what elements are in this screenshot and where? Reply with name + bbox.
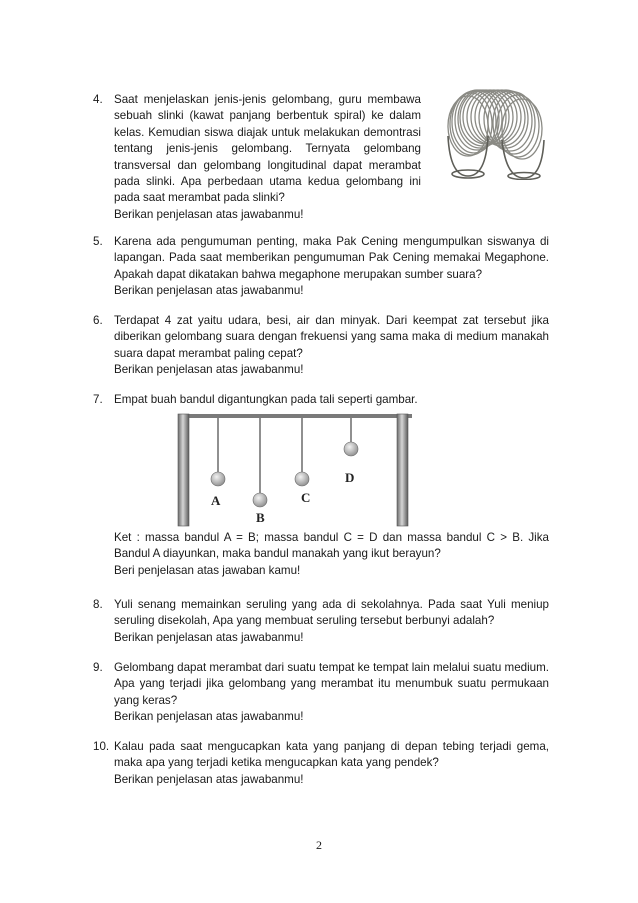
question-text [114, 660, 549, 726]
question-text [114, 92, 421, 223]
question-number: 7. [93, 393, 103, 406]
question-instruction: Berikan penjelasan atas jawabanmu! [114, 630, 304, 644]
question-number: 6. [93, 314, 103, 327]
question-7-note [114, 530, 549, 579]
question-instruction: Berikan penjelasan atas jawabanmu! [114, 710, 304, 724]
label-c: C [301, 490, 311, 505]
note-instruction: Beri penjelasan atas jawaban kamu! [114, 563, 301, 577]
question-9 [93, 660, 549, 726]
right-post [397, 414, 408, 526]
note-text: Ket : massa bandul A = B; massa bandul C = D dan massa bandul C > B. Jika Bandul A diayunkan, maka bandul manakah yang ikut berayun? [114, 531, 549, 561]
ball-c [295, 472, 309, 486]
question-7 [93, 392, 549, 408]
pendulum-diagram [170, 410, 420, 530]
label-a: A [211, 493, 221, 508]
question-line: Gelombang dapat merambat dari suatu tempat ke tempat lain melalui suatu medium. Apa yang terjadi jika gelombang yang merambat itu menumbuk suatu permukaan yang keras? [114, 661, 549, 707]
question-text [114, 234, 549, 300]
question-6 [93, 313, 549, 379]
question-5 [93, 234, 549, 300]
question-text [114, 313, 549, 379]
left-post [178, 414, 189, 526]
question-instruction: Berikan penjelasan atas jawabanmu! [114, 207, 304, 221]
question-instruction: Berikan penjelasan atas jawabanmu! [114, 363, 304, 377]
label-d: D [345, 470, 355, 485]
label-b: B [256, 510, 265, 525]
question-number: 5. [93, 235, 103, 248]
question-line: Saat menjelaskan jenis-jenis gelombang, guru membawa sebuah slinki (kawat panjang berbentuk spiral) ke dalam kelas. Kemudian siswa diajak untuk melakukan demontrasi tentang jenis-jenis gelombang. Ternyata gelombang transversal dan gelombang longitudinal dapat merambat pada slinki. Apa perbedaan utama kedua gelombang ini pada saat merambat pada slinki? [114, 93, 421, 205]
question-line: Empat buah bandul digantungkan pada tali seperti gambar. [114, 393, 418, 406]
question-line: Yuli senang memainkan seruling yang ada di sekolahnya. Pada saat Yuli meniup seruling disekolah, Apa yang membuat seruling tersebut berbunyi adalah? [114, 598, 549, 628]
question-8 [93, 597, 549, 646]
question-line: Terdapat 4 zat yaitu udara, besi, air dan minyak. Dari keempat zat tersebut jika diberikan gelombang suara dengan frekuensi yang sama maka di medium manakah suara dapat merambat paling cepat? [114, 314, 549, 360]
ball-a [211, 472, 225, 486]
question-instruction: Berikan penjelasan atas jawabanmu! [114, 772, 304, 786]
ball-b [253, 493, 267, 507]
question-text [114, 392, 549, 408]
question-line: Kalau pada saat mengucapkan kata yang panjang di depan tebing terjadi gema, maka apa yang terjadi ketika mengucapkan kata yang pendek? [114, 740, 549, 770]
question-instruction: Berikan penjelasan atas jawabanmu! [114, 284, 304, 298]
slinky-image [440, 88, 552, 180]
pendulum-bar [180, 414, 412, 418]
question-number: 10. [93, 740, 110, 753]
question-number: 9. [93, 661, 103, 674]
question-number: 8. [93, 598, 103, 611]
question-line: Karena ada pengumuman penting, maka Pak Cening mengumpulkan siswanya di lapangan. Pada saat memberikan pengumuman Pak Cening memakai Megaphone. Apakah dapat dikatakan bahwa megaphone merupakan sumber suara? [114, 235, 549, 281]
ball-d [344, 442, 358, 456]
question-number: 4. [93, 93, 103, 106]
question-10 [93, 739, 549, 788]
question-text [114, 597, 549, 646]
page-number: 2 [316, 838, 322, 852]
question-text [114, 739, 549, 788]
